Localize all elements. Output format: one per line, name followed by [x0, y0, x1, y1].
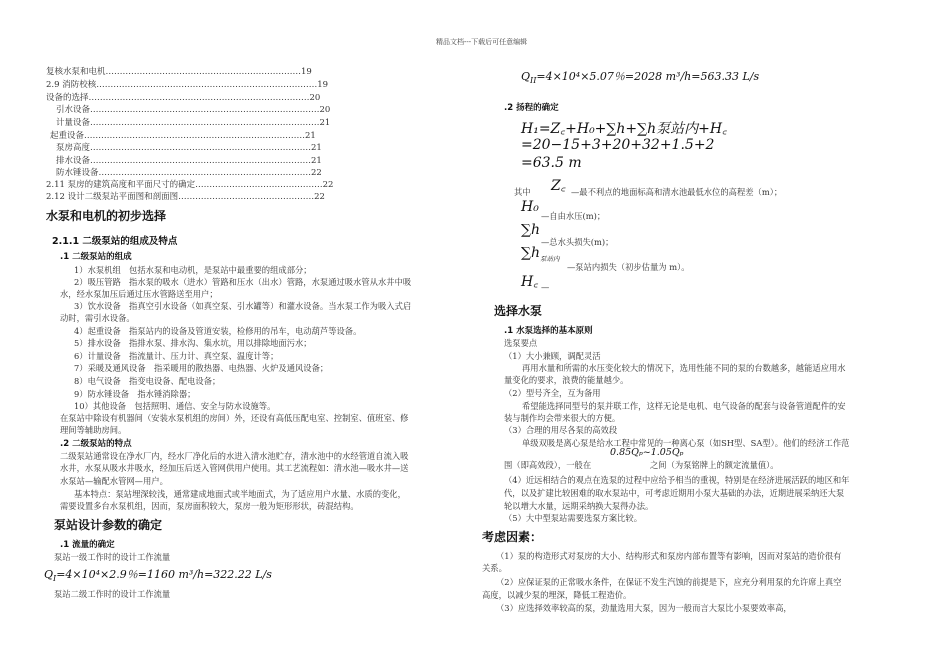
paragraph-line: 希望能选择同型号的泵并联工作，这样无论是电机、电气设备的配套与设备管道配件的安 [522, 401, 846, 411]
symbol-desc: —泵站内损失（初步估量为 m）。 [567, 262, 690, 272]
symbol-zc: Z꜀ [551, 178, 566, 194]
toc-line: 引水设备………………………………………………………………………20 [56, 105, 331, 115]
section-heading: 考虑因素： [482, 530, 543, 544]
paragraph-line: 10）其他设备 包括照明、通信、安全与防水设施等。 [74, 401, 276, 411]
symbol-sum-h-station [521, 245, 560, 263]
paragraph-line: 之间（为泵铭牌上的额定流量值）。 [650, 460, 779, 470]
paragraph-line: 量变化的要求，浪费的能量越少。 [504, 375, 629, 385]
head-formula-2: =20−15+3+20+32+1.5+2 [521, 137, 715, 153]
page-header: 精品文档---下载后可任意编辑 [436, 38, 528, 46]
paragraph-line: 基本特点：泵站埋深较浅，通常建成地面式或半地面式，为了适应用户水量、水质的变化， [74, 489, 406, 499]
sub-heading: .1 水泵选择的基本原则 [504, 326, 593, 336]
sub-heading: .2 二级泵站的特点 [60, 439, 132, 449]
paragraph-line: （1）泵的构造形式对泵房的大小、结构形式和泵房内部布置等有影响，因而对泵站的造价很有 [496, 551, 842, 561]
symbol-subscript: 泵站内 [540, 254, 560, 263]
formula-symbol: Q [44, 568, 54, 581]
paragraph-line: 水泵站—输配水管网—用户。 [60, 476, 168, 486]
paragraph-line: 理间等辅助房间。 [60, 425, 127, 435]
formula-rhs: =4×10⁴×5.07％=2028 m³/h=563.33 L/s [536, 70, 760, 83]
formula-subscript: II [530, 76, 537, 86]
section-heading: 泵站设计参数的确定 [54, 518, 163, 532]
paragraph-line: 5）排水设备 指排水泵、排水沟、集水坑，用以排除地面污水； [74, 338, 312, 348]
symbol-desc: —自由水压(m)； [541, 211, 606, 221]
toc-line: 泵房高度……………………………………………………………………21 [56, 143, 322, 153]
symbol-h0: H₀ [521, 199, 539, 215]
efficiency-range-formula: 0.85Qₚ~1.05Qₚ [610, 447, 684, 458]
symbol-desc: —最不利点的地面标高和清水池最低水位的高程差（m）； [571, 187, 783, 197]
formula-rhs: =4×10⁴×2.9％=1160 m³/h=322.22 L/s [56, 568, 272, 581]
toc-line: 2.12 设计二级泵站平面图和剖面图…………………………………………22 [46, 192, 325, 202]
paragraph-line: 水，经水泵加压后通过压水管路送至用户； [60, 289, 218, 299]
symbol-desc: — [541, 282, 550, 292]
symbol-hc: H꜀ [521, 274, 539, 290]
paragraph-line: （2）应保证泵的正常吸水条件，在保证不发生汽蚀的前提是下，应充分利用泵的允许席上真空 [496, 577, 842, 587]
paragraph-line: 泵站二级工作时的设计工作流量 [54, 589, 171, 599]
paragraph-line: 围（即高效段），一般在 [504, 460, 592, 470]
where-label: 其中 [514, 187, 531, 197]
paragraph-line: 再用水量和所需的水压变化较大的情况下，选用性能不同的泵的台数越多，越能适应用水 [522, 363, 846, 373]
paragraph-line: （1）大小兼顾，调配灵活 [504, 351, 601, 361]
paragraph-line: 泵站一级工作时的设计工作流量 [54, 552, 171, 562]
paragraph-line: 需要设置多台水泵机组，因而，泵房面积较大，泵房一般为矩形形状，砖混结构。 [60, 501, 359, 511]
paragraph-line: 7）采暖及通风设备 指采暖用的散热器、电热器、火炉及通风设备； [74, 363, 329, 373]
paragraph-line: （3）应选择效率较高的泵，劲量选用大泵，因为一般而言大泵比小泵要效率高， [496, 603, 792, 613]
paragraph-line: 装与制作均会带来很大的方便。 [504, 413, 621, 423]
paragraph-line: 8）电气设备 指变电设备、配电设备； [74, 376, 221, 386]
toc-line: 2.9 消防校核……………………………………………………………………19 [46, 80, 329, 90]
symbol-sum-h: ∑h [521, 222, 541, 238]
paragraph-line: 9）防水锤设备 指水锤消除器； [74, 389, 196, 399]
paragraph-line: 水井，水泵从吸水井吸水，经加压后送入管网供用户使用。其工艺流程如：清水池—吸水井—送 [60, 463, 409, 473]
flow-formula-1 [44, 566, 272, 583]
paragraph-line: 二级泵站通常设在净水厂内，经水厂净化后的水进入清水池贮存，清水池中的水经管道自流入吸 [60, 451, 409, 461]
toc-line: 排水设备……………………………………………………………………21 [56, 156, 322, 166]
symbol-desc: —总水头损失(m)； [541, 237, 614, 247]
section-heading: 选择水泵 [494, 304, 543, 318]
sub-heading: .1 流量的确定 [60, 540, 115, 550]
head-formula-1: H₁=Z꜀+H₀+∑h+∑h泵站内+H꜀ [521, 121, 727, 137]
toc-line: 防水锤设备…………………………………………………………………22 [56, 168, 322, 178]
subsection-heading: 2.1.1 二级泵站的组成及特点 [52, 236, 178, 247]
paragraph-line: 6）计量设备 指流量计、压力计、真空泵、温度计等； [74, 351, 279, 361]
paragraph-line: 轮以增大水量，远期采纳换大泵得办法。 [504, 501, 654, 511]
paragraph-line: 代，以及扩建比较困难的取水泵站中，可考虑近期用小泵大基础的办法，近期进展采纳还大泵 [504, 488, 845, 498]
paragraph-line: （3）合理的用尽各泵的高效段 [504, 425, 618, 435]
toc-line: 起重设备……………………………………………………………………21 [50, 131, 316, 141]
sub-heading: .2 扬程的确定 [504, 103, 559, 113]
paragraph-line: 4）起重设备 指泵站内的设备及管道安装，检修用的吊车，电动葫芦等设备。 [74, 326, 362, 336]
symbol-text: ∑h [521, 245, 541, 261]
paragraph-line: 单级双吸是离心泵是给水工程中常见的一种离心泵（如SH型、SA型）。他们的经济工作范 [522, 438, 850, 448]
paragraph-line: 动时，需引水设备。 [60, 313, 135, 323]
toc-line: 设备的选择……………………………………………………………………20 [46, 93, 321, 103]
sub-heading: .1 二级泵站的组成 [60, 252, 132, 262]
flow-formula-2 [521, 68, 759, 85]
formula-subscript: I [53, 574, 57, 584]
paragraph-line: 高度，以减少泵的埋深，降低工程造价。 [482, 590, 632, 600]
toc-line: 2.11 泵房的建筑高度和平面尺寸的确定………………………………………22 [46, 180, 334, 190]
toc-line: 计量设备………………………………………………………………………21 [56, 118, 331, 128]
paragraph-line: 1）水泵机组 包括水泵和电动机，是泵站中最重要的组成部分； [74, 265, 312, 275]
paragraph-line: 3）饮水设备 指真空引水设备（如真空泵、引水罐等）和灌水设备。当水泵工作为吸入式启 [74, 301, 412, 311]
toc-line: 复核水泵和电机……………………………………………………………19 [46, 67, 312, 77]
section-heading: 水泵和电机的初步选择 [46, 209, 167, 223]
paragraph-line: （4）近远相结合的观点在选泵的过程中应给予相当的重视，特别是在经济进展活跃的地区和年 [504, 475, 850, 485]
paragraph-line: 在泵站中除设有机器间（安装水泵机组的房间）外，还设有高低压配电室、控制室、值班室、修 [60, 413, 409, 423]
head-formula-3: =63.5 m [521, 155, 582, 171]
paragraph-line: （2）型号齐全，互为备用 [504, 388, 601, 398]
paragraph-line: 关系。 [482, 563, 507, 573]
paragraph-line: 选泵要点 [504, 338, 538, 348]
formula-symbol: Q [521, 70, 531, 83]
paragraph-line: 2）吸压管路 指水泵的吸水（进水）管路和压水（出水）管路，水泵通过吸水管从水井中吸 [74, 277, 412, 287]
paragraph-line: （5）大中型泵站需要选泵方案比较。 [504, 513, 643, 523]
